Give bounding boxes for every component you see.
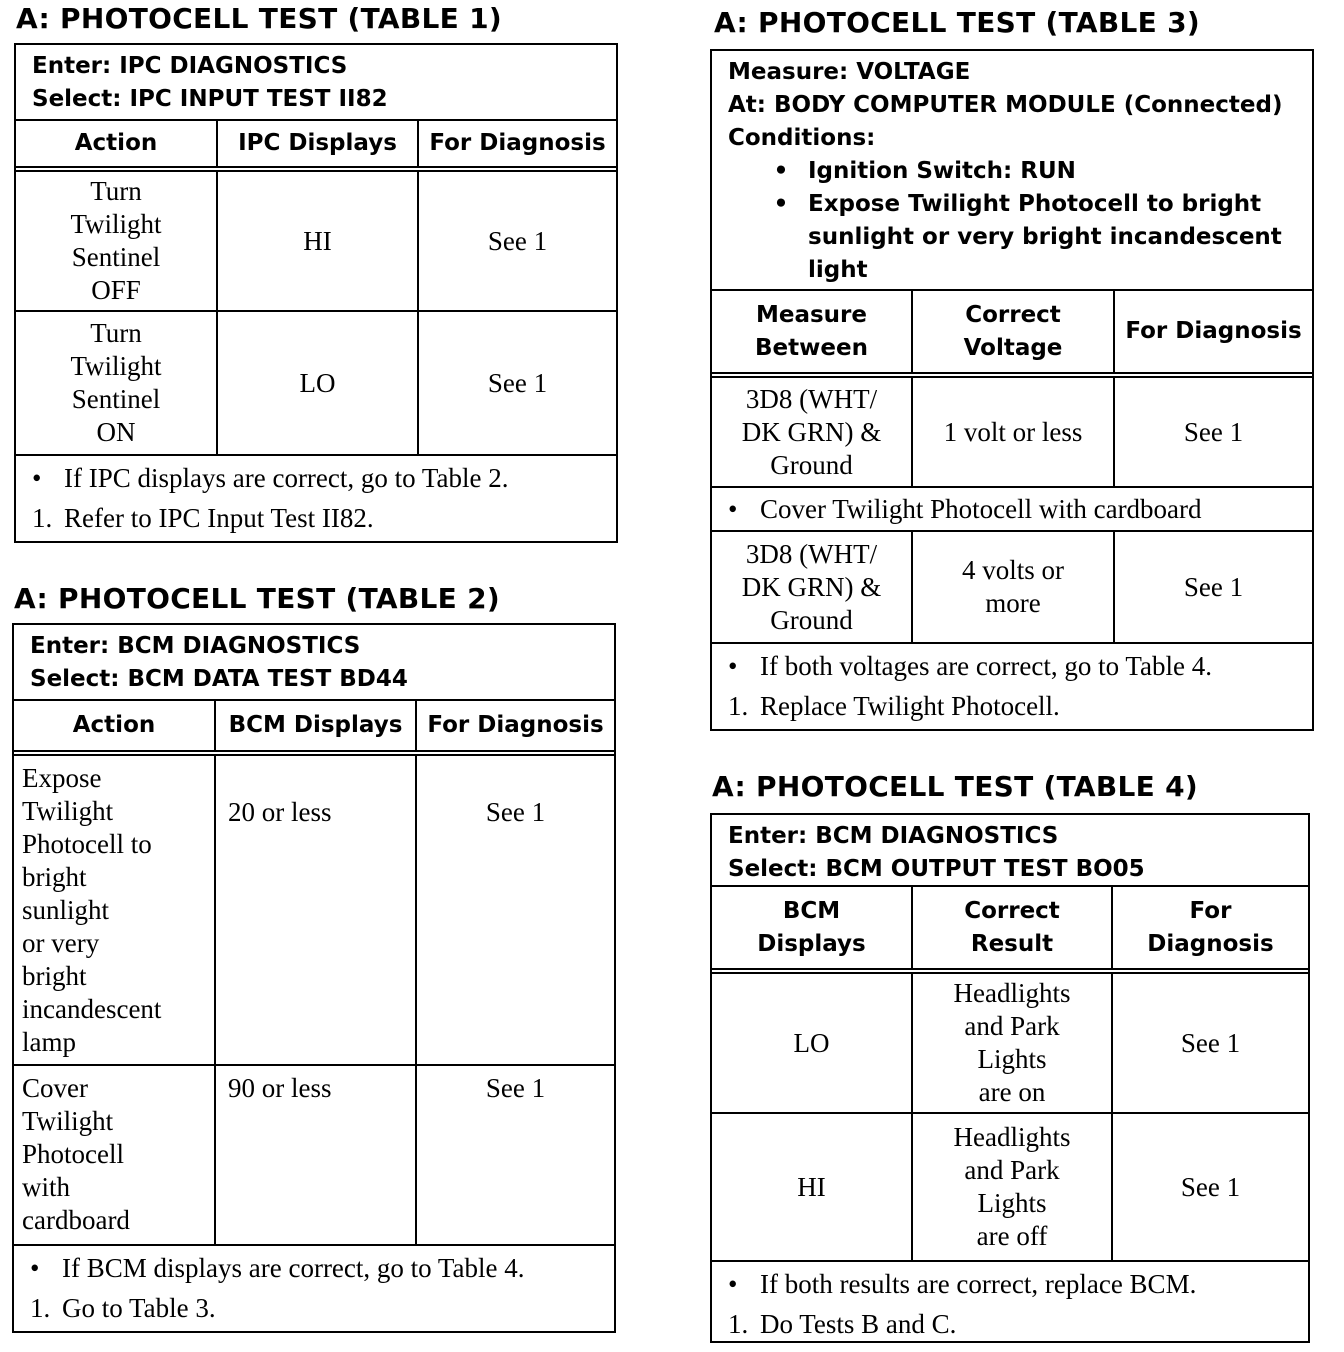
table3-note-1: 1. Replace Twilight Photocell. [728, 691, 1060, 721]
table-row [16, 169, 616, 311]
table3-row2-diagnosis: See 1 [1114, 531, 1312, 643]
table3-header-block [712, 51, 1312, 291]
table1-note-1: 1. Refer to IPC Input Test II82. [32, 503, 374, 533]
table4-row2-result: Headlights and Park Lights are off [912, 1113, 1112, 1261]
table3-col-between: Measure Between [712, 291, 912, 375]
table-row [712, 1113, 1308, 1261]
bullet-icon: • [728, 494, 738, 524]
bullet-icon: • [30, 1253, 40, 1283]
table4-box [710, 813, 1310, 1343]
table2-note-bullet: • If BCM displays are correct, go to Table 4. [14, 1248, 614, 1288]
table4-col-result: Correct Result [912, 887, 1112, 971]
table3-col-diagnosis: For Diagnosis [1114, 291, 1312, 375]
table3-measure: Measure: VOLTAGE [728, 59, 971, 85]
table4-grid [712, 887, 1308, 1262]
table1-row1-action: Turn Twilight Sentinel OFF [16, 169, 217, 311]
table1-row2-diagnosis: See 1 [418, 311, 616, 455]
table3-col-voltage: Correct Voltage [912, 291, 1114, 375]
table4-header-block [712, 815, 1308, 887]
table1-row2-action: Turn Twilight Sentinel ON [16, 311, 217, 455]
table1-col-displays: IPC Displays [217, 121, 418, 169]
table1-header-block [16, 45, 616, 121]
table1-box [14, 43, 618, 543]
table4-select: Select: BCM OUTPUT TEST BO05 [728, 856, 1145, 882]
list-item: • Ignition Switch: RUN [754, 155, 1296, 188]
table3-at: At: BODY COMPUTER MODULE (Connected) [728, 92, 1283, 118]
list-item: • Expose Twilight Photocell to bright sunlight or very bright incandescent light [754, 188, 1296, 287]
bullet-icon: • [728, 1269, 738, 1299]
table2-title: A: PHOTOCELL TEST (TABLE 2) [14, 582, 500, 615]
table-row [16, 311, 616, 455]
table4-row1-result: Headlights and Park Lights are on [912, 971, 1112, 1113]
bullet-icon: • [773, 158, 789, 184]
table3-row1-voltage: 1 volt or less [912, 375, 1114, 487]
table2-box [12, 623, 616, 1333]
bullet-icon: • [773, 191, 789, 217]
table2-note-1: 1. Go to Table 3. [30, 1293, 216, 1323]
table1-row2-display: LO [217, 311, 418, 455]
table3-note-bullet: • If both voltages are correct, go to Table 4. [712, 646, 1312, 686]
table3-mid-note: • Cover Twilight Photocell with cardboard [712, 487, 1312, 531]
table1-notes [16, 456, 616, 538]
table3-row1-diagnosis: See 1 [1114, 375, 1312, 487]
table2-col-diagnosis: For Diagnosis [416, 701, 614, 753]
table3-row2-between: 3D8 (WHT/ DK GRN) & Ground [712, 531, 912, 643]
table2-grid [14, 701, 614, 1246]
table2-row1-action: Expose Twilight Photocell to bright sunlight or very bright incandescent lamp [14, 753, 215, 1065]
table4-row1-diagnosis: See 1 [1112, 971, 1308, 1113]
table2-row2-diagnosis: See 1 [416, 1065, 614, 1245]
table2-notes [14, 1246, 614, 1328]
table4-row2-display: HI [712, 1113, 912, 1261]
table2-row1-diagnosis: See 1 [416, 753, 614, 1065]
bullet-icon: • [728, 651, 738, 681]
table-row [14, 753, 614, 1065]
table4-note-bullet: • If both results are correct, replace BCM. [712, 1264, 1308, 1304]
table3-grid [712, 291, 1312, 644]
table3-conditions [728, 155, 1296, 287]
table-row [712, 487, 1312, 531]
table1-col-diagnosis: For Diagnosis [418, 121, 616, 169]
table4-enter: Enter: BCM DIAGNOSTICS [728, 823, 1059, 849]
table3-row2-voltage: 4 volts or more [912, 531, 1114, 643]
table2-row1-display: 20 or less [215, 753, 416, 1065]
table2-col-action: Action [14, 701, 215, 753]
table4-row1-display: LO [712, 971, 912, 1113]
table4-notes [712, 1262, 1308, 1344]
table1-grid [16, 121, 616, 456]
table2-col-displays: BCM Displays [215, 701, 416, 753]
table1-col-action: Action [16, 121, 217, 169]
table1-row1-diagnosis: See 1 [418, 169, 616, 311]
table4-col-displays: BCM Displays [712, 887, 912, 971]
table-row [712, 375, 1312, 487]
table4-row2-diagnosis: See 1 [1112, 1113, 1308, 1261]
table1-row1-display: HI [217, 169, 418, 311]
table2-enter: Enter: BCM DIAGNOSTICS [30, 633, 361, 659]
table1-select: Select: IPC INPUT TEST II82 [32, 86, 388, 112]
table4-title: A: PHOTOCELL TEST (TABLE 4) [712, 770, 1198, 803]
table2-row2-display: 90 or less [215, 1065, 416, 1245]
table3-conditions-label: Conditions: [728, 125, 876, 151]
table1-title: A: PHOTOCELL TEST (TABLE 1) [16, 2, 502, 35]
table4-col-diagnosis: For Diagnosis [1112, 887, 1308, 971]
table2-select: Select: BCM DATA TEST BD44 [30, 666, 408, 692]
table3-row1-between: 3D8 (WHT/ DK GRN) & Ground [712, 375, 912, 487]
table-row [712, 971, 1308, 1113]
table2-row2-action: Cover Twilight Photocell with cardboard [14, 1065, 215, 1245]
table2-header-block [14, 625, 614, 701]
table1-enter: Enter: IPC DIAGNOSTICS [32, 53, 348, 79]
table-row [712, 531, 1312, 643]
bullet-icon: • [32, 463, 42, 493]
table3-box [710, 49, 1314, 731]
table4-note-1: 1. Do Tests B and C. [728, 1309, 957, 1339]
table3-title: A: PHOTOCELL TEST (TABLE 3) [714, 6, 1200, 39]
table3-notes [712, 644, 1312, 726]
table-row [14, 1065, 614, 1245]
table1-note-bullet: • If IPC displays are correct, go to Table 2. [16, 458, 616, 498]
